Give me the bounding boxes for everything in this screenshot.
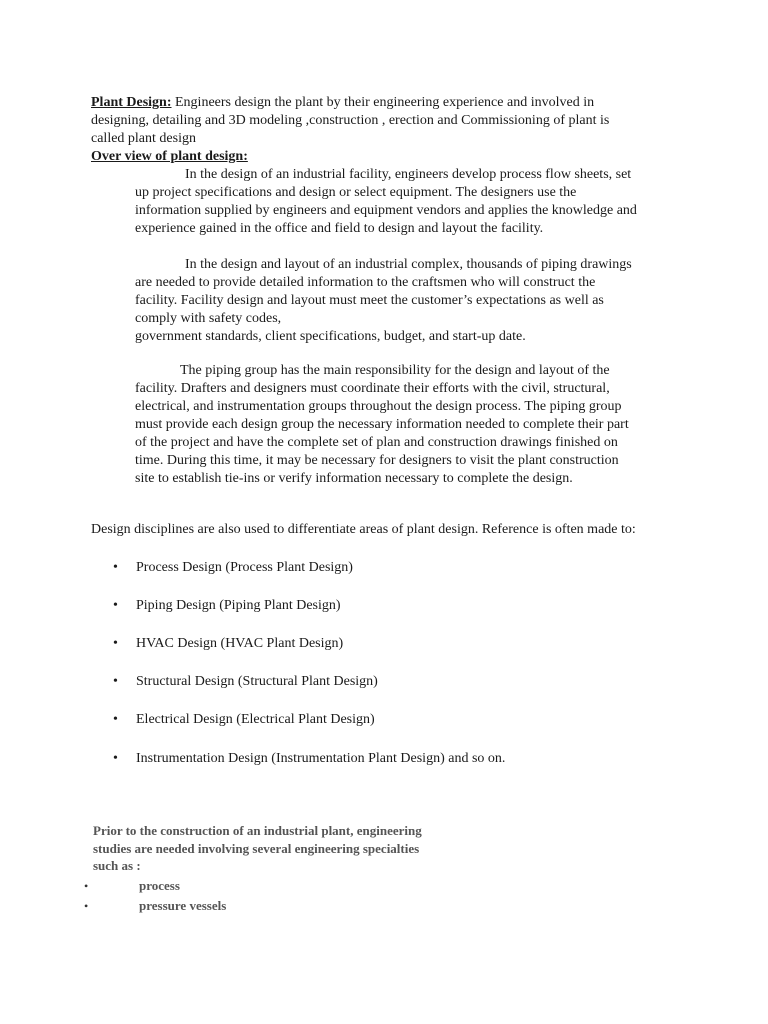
bullet-glyph: • bbox=[84, 879, 89, 893]
para2-line-4: comply with safety codes, bbox=[135, 311, 282, 326]
para2-line-3: facility. Facility design and layout must meet the customer’s expectations as well as bbox=[135, 293, 604, 308]
para3-line-3: electrical, and instrumentation groups throughout the design process. The piping group bbox=[135, 399, 622, 414]
prior-line-2: studies are needed involving several engineering specialties bbox=[93, 841, 420, 856]
disciplines-intro: Design disciplines are also used to differentiate areas of plant design. Reference is often made to: bbox=[91, 522, 636, 537]
para3-line-4: must provide each design group the necessary information needed to complete their part bbox=[135, 417, 629, 432]
list-item: Structural Design (Structural Plant Design) bbox=[136, 674, 378, 689]
para3-line-2: facility. Drafters and designers must coordinate their efforts with the civil, structural, bbox=[135, 381, 610, 396]
intro-line-2: designing, detailing and 3D modeling ,construction , erection and Commissioning of plant is bbox=[91, 113, 610, 128]
para1-line-2: up project specifications and design or select equipment. The designers use the bbox=[135, 185, 577, 200]
list-item: HVAC Design (HVAC Plant Design) bbox=[136, 636, 344, 651]
bullet-glyph: • bbox=[113, 636, 118, 651]
para3-line-7: site to establish tie-ins or verify information necessary to complete the design. bbox=[135, 471, 573, 486]
list-item: Piping Design (Piping Plant Design) bbox=[136, 598, 341, 613]
bullet-glyph: • bbox=[113, 751, 118, 766]
prior-line-3: such as : bbox=[93, 858, 141, 873]
bullet-glyph: • bbox=[113, 712, 118, 727]
para1-line-3: information supplied by engineers and equipment vendors and applies the knowledge and bbox=[135, 203, 637, 218]
bullet-glyph: • bbox=[113, 674, 118, 689]
para2-line-5: government standards, client specifications, budget, and start-up date. bbox=[135, 329, 526, 344]
para3-line-5: of the project and have the complete set of plan and construction drawings finished on bbox=[135, 435, 618, 450]
para1-line-1: In the design of an industrial facility, engineers develop process flow sheets, set bbox=[185, 167, 632, 182]
bullet-glyph: • bbox=[113, 598, 118, 613]
para1-line-4: experience gained in the office and field to design and layout the facility. bbox=[135, 221, 544, 236]
prior-list-item: pressure vessels bbox=[139, 898, 227, 913]
prior-list-item: process bbox=[139, 878, 180, 893]
para3-line-6: time. During this time, it may be necessary for designers to visit the plant construction bbox=[135, 453, 619, 468]
list-item: Process Design (Process Plant Design) bbox=[136, 560, 353, 575]
list-item: Electrical Design (Electrical Plant Design) bbox=[136, 712, 375, 727]
prior-line-1: Prior to the construction of an industrial plant, engineering bbox=[93, 823, 422, 838]
overview-heading: Over view of plant design: bbox=[91, 149, 248, 164]
intro-line-1 bbox=[91, 94, 594, 112]
para2-line-1: In the design and layout of an industrial complex, thousands of piping drawings bbox=[185, 257, 632, 272]
bullet-glyph: • bbox=[113, 560, 118, 575]
bullet-glyph: • bbox=[84, 899, 89, 913]
intro-text-1: Engineers design the plant by their engineering experience and involved in bbox=[171, 95, 595, 110]
para3-line-1: The piping group has the main responsibility for the design and layout of the bbox=[180, 363, 610, 378]
intro-line-3: called plant design bbox=[91, 131, 196, 146]
list-item: Instrumentation Design (Instrumentation Plant Design) and so on. bbox=[136, 751, 506, 766]
plant-design-heading: Plant Design: bbox=[91, 95, 172, 110]
para2-line-2: are needed to provide detailed information to the craftsmen who will construct the bbox=[135, 275, 596, 290]
